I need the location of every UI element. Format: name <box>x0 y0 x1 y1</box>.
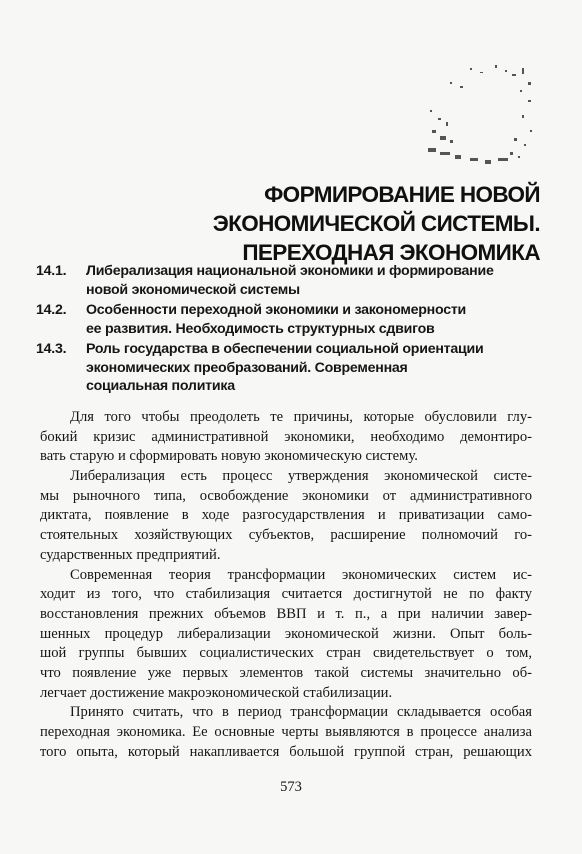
scan-artifact-image <box>410 60 540 170</box>
text-line: Либерализация есть процесс утверждения экономической систе- <box>70 468 532 485</box>
text-line: переходная экономика. Ее основные черты выявляются в процессе анализа <box>40 724 532 740</box>
toc-item-line: Особенности переходной экономики и закономерности <box>86 302 467 318</box>
toc-item-line: Роль государства в обеспечении социальной ориентации <box>86 341 484 357</box>
text-line: сударственных предприятий. <box>40 546 221 563</box>
text-line: мы рыночного типа, освобождение экономики от административного <box>40 487 532 504</box>
text-line: ходит из того, что стабилизация считается достигнутой не по факту <box>40 586 532 603</box>
page-number: 573 <box>280 779 302 795</box>
text-line: Для того чтобы преодолеть те причины, которые обусловили глу- <box>70 409 532 425</box>
toc-item-line: Либерализация национальной экономики и формирование <box>86 263 494 279</box>
text-line: стоятельных хозяйствующих субъектов, расширение полномочий го- <box>40 527 532 544</box>
toc-item-number: 14.3. <box>36 341 67 357</box>
text-line: шенных процедур либерализации экономической жизни. Опыт боль- <box>40 625 532 642</box>
toc-item <box>36 340 536 396</box>
body-text <box>40 408 532 762</box>
text-line: легчает достижение макроэкономической стабилизации. <box>40 684 393 701</box>
chapter-title <box>120 180 540 267</box>
text-line: Современная теория трансформации экономических систем ис- <box>70 566 532 583</box>
toc-item-number: 14.1. <box>36 263 67 279</box>
text-line: диктата, появление в ходе разгосударствления и приватизации само- <box>40 507 532 524</box>
toc-item-line: социальная политика <box>86 378 235 394</box>
text-line: Принято считать, что в период трансформации складывается особая <box>70 704 532 721</box>
text-line: вать старую и сформировать новую экономическую систему. <box>40 448 418 465</box>
toc-item <box>36 262 536 299</box>
chapter-title-line: ФОРМИРОВАНИЕ НОВОЙ <box>264 182 540 207</box>
chapter-title-line: ЭКОНОМИЧЕСКОЙ СИСТЕМЫ. <box>212 211 540 236</box>
text-line: что появление уже первых элементов такой системы значительно об- <box>40 664 532 681</box>
text-line: бокий кризис административной экономики, необходимо демонтиро- <box>40 428 532 445</box>
text-line: восстановления прежних объемов ВВП и т. п., а при наличии завер- <box>40 605 532 622</box>
text-line: шой группы бывших социалистических стран свидетельствует о том, <box>40 645 532 662</box>
toc-item-line: новой экономической системы <box>86 281 300 298</box>
toc-item-line: ее развития. Необходимость структурных сдвигов <box>86 320 435 337</box>
toc-item-number: 14.2. <box>36 302 67 318</box>
chapter-title-line: ПЕРЕХОДНАЯ ЭКОНОМИКА <box>242 240 540 265</box>
toc-item-line: экономических преобразований. Современная <box>86 359 408 376</box>
toc-item <box>36 301 536 338</box>
text-line: того опыта, который накапливается большой группой стран, решающих <box>40 743 532 760</box>
chapter-contents <box>36 262 536 398</box>
